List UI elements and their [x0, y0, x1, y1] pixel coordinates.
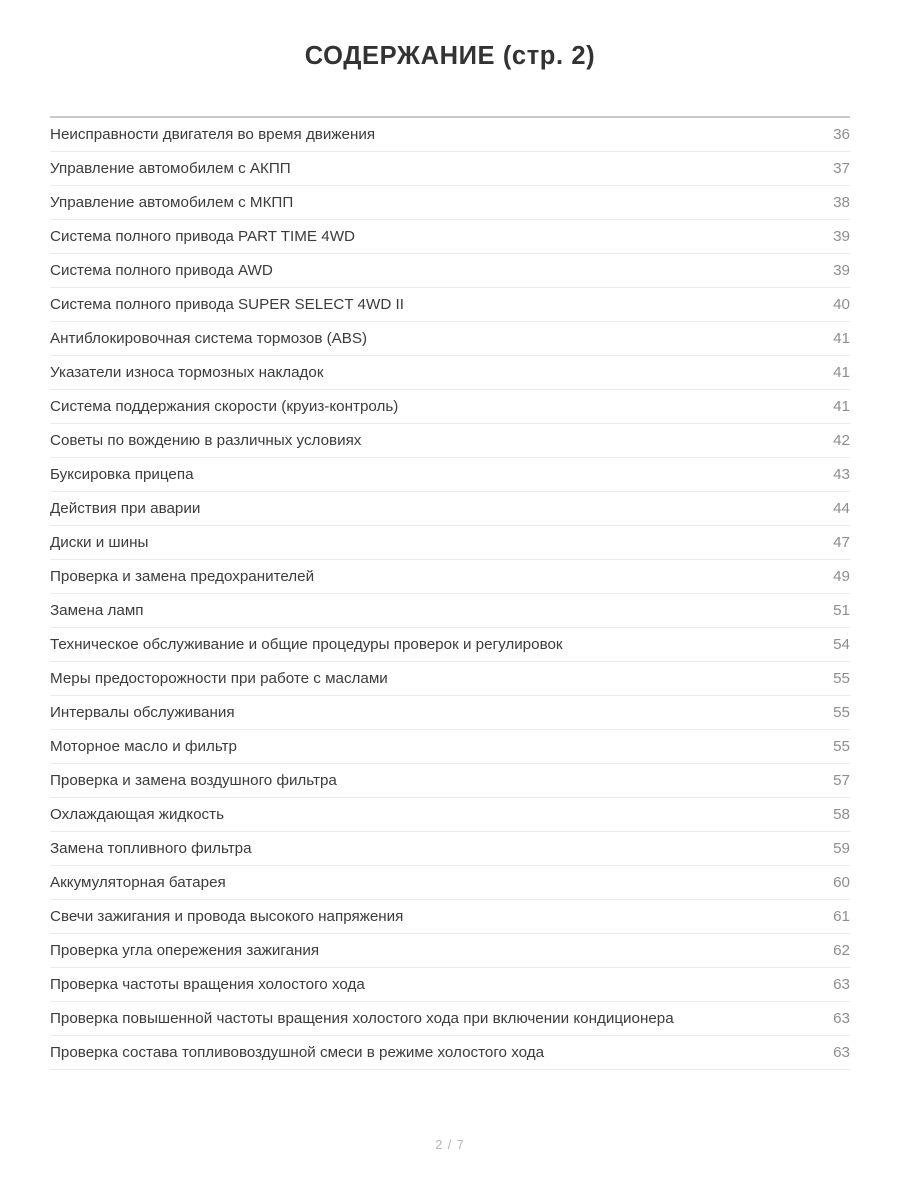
toc-entry-label: Проверка повышенной частоты вращения холостого хода при включении кондиционера	[50, 1010, 674, 1027]
toc-entry-page-number: 47	[833, 534, 850, 551]
toc-entry[interactable]	[50, 1002, 850, 1036]
toc-entry-label: Проверка угла опережения зажигания	[50, 942, 320, 959]
toc-entry-label: Аккумуляторная батарея	[50, 874, 226, 891]
toc-entry[interactable]	[50, 254, 850, 288]
toc-entry-label: Техническое обслуживание и общие процедуры проверок и регулировок	[50, 636, 563, 653]
toc-entry-label: Управление автомобилем с АКПП	[50, 160, 291, 177]
toc-entry-page-number: 55	[833, 704, 850, 721]
toc-entry-label: Советы по вождению в различных условиях	[50, 432, 362, 449]
toc-entry[interactable]	[50, 322, 850, 356]
toc-entry-label: Управление автомобилем с МКПП	[50, 194, 294, 211]
toc-entry-label: Охлаждающая жидкость	[50, 806, 225, 823]
toc-entry-page-number: 36	[833, 126, 850, 143]
toc-entry[interactable]	[50, 390, 850, 424]
toc-entry[interactable]	[50, 696, 850, 730]
toc-entry[interactable]	[50, 1036, 850, 1070]
toc-entry-label: Интервалы обслуживания	[50, 704, 235, 721]
toc-entry-page-number: 63	[833, 976, 850, 993]
toc-entry-page-number: 41	[833, 330, 850, 347]
toc-entry[interactable]	[50, 662, 850, 696]
toc-entry-label: Система полного привода PART TIME 4WD	[50, 228, 356, 245]
toc-entry[interactable]	[50, 288, 850, 322]
toc-entry[interactable]	[50, 560, 850, 594]
toc-entry[interactable]	[50, 730, 850, 764]
toc-entry[interactable]	[50, 968, 850, 1002]
toc-entry-page-number: 57	[833, 772, 850, 789]
toc-entry-label: Антиблокировочная система тормозов (ABS)	[50, 330, 368, 347]
toc-entry-label: Замена ламп	[50, 602, 144, 619]
toc-entry-label: Замена топливного фильтра	[50, 840, 252, 857]
toc-entry[interactable]	[50, 594, 850, 628]
toc-entry[interactable]	[50, 424, 850, 458]
toc-entry[interactable]	[50, 220, 850, 254]
toc-entry-page-number: 42	[833, 432, 850, 449]
toc-entry-page-number: 39	[833, 228, 850, 245]
toc-entry[interactable]	[50, 798, 850, 832]
toc-entry-page-number: 55	[833, 738, 850, 755]
toc-entry-label: Диски и шины	[50, 534, 149, 551]
toc-entry-page-number: 60	[833, 874, 850, 891]
toc-entry-page-number: 38	[833, 194, 850, 211]
toc-entry-label: Система полного привода SUPER SELECT 4WD II	[50, 296, 404, 313]
toc-entry-page-number: 55	[833, 670, 850, 687]
toc-entry[interactable]	[50, 458, 850, 492]
toc-entry-label: Меры предосторожности при работе с маслами	[50, 670, 388, 687]
toc-entry-label: Проверка и замена воздушного фильтра	[50, 772, 337, 789]
page-pagination: 2 / 7	[435, 1138, 465, 1152]
toc-entry[interactable]	[50, 152, 850, 186]
toc-entry-page-number: 51	[833, 602, 850, 619]
toc-entry[interactable]	[50, 492, 850, 526]
toc-entry[interactable]	[50, 900, 850, 934]
toc-entry-page-number: 44	[833, 500, 850, 517]
toc-entry[interactable]	[50, 832, 850, 866]
toc-entry-page-number: 39	[833, 262, 850, 279]
toc-entry-label: Система поддержания скорости (круиз-контроль)	[50, 398, 399, 415]
page-title: СОДЕРЖАНИЕ (стр. 2)	[304, 42, 596, 70]
toc-entry-label: Неисправности двигателя во время движения	[50, 126, 376, 143]
toc-entry-page-number: 58	[833, 806, 850, 823]
toc-entry-label: Свечи зажигания и провода высокого напряжения	[50, 908, 404, 925]
toc-list	[50, 118, 850, 1070]
toc-entry-label: Моторное масло и фильтр	[50, 738, 237, 755]
toc-entry[interactable]	[50, 934, 850, 968]
toc-entry-page-number: 37	[833, 160, 850, 177]
toc-entry[interactable]	[50, 866, 850, 900]
toc-entry-page-number: 54	[833, 636, 850, 653]
toc-entry-page-number: 49	[833, 568, 850, 585]
toc-entry-page-number: 63	[833, 1044, 850, 1061]
toc-entry-label: Проверка частоты вращения холостого хода	[50, 976, 365, 993]
toc-entry-page-number: 62	[833, 942, 850, 959]
toc-entry-label: Система полного привода AWD	[50, 262, 273, 279]
toc-entry-label: Действия при аварии	[50, 500, 201, 517]
toc-entry[interactable]	[50, 356, 850, 390]
toc-entry-label: Проверка состава топливовоздушной смеси в режиме холостого хода	[50, 1044, 545, 1061]
toc-entry-page-number: 40	[833, 296, 850, 313]
toc-entry-page-number: 41	[833, 398, 850, 415]
toc-entry-label: Буксировка прицепа	[50, 466, 194, 483]
toc-entry-label: Проверка и замена предохранителей	[50, 568, 315, 585]
toc-entry[interactable]	[50, 764, 850, 798]
table-of-contents	[50, 72, 850, 1070]
toc-entry[interactable]	[50, 186, 850, 220]
toc-entry-label: Указатели износа тормозных накладок	[50, 364, 324, 381]
toc-entry-page-number: 41	[833, 364, 850, 381]
toc-entry-page-number: 59	[833, 840, 850, 857]
toc-entry-page-number: 43	[833, 466, 850, 483]
toc-entry[interactable]	[50, 118, 850, 152]
toc-entry[interactable]	[50, 526, 850, 560]
toc-entry-page-number: 63	[833, 1010, 850, 1027]
toc-entry[interactable]	[50, 628, 850, 662]
toc-entry-page-number: 61	[833, 908, 850, 925]
